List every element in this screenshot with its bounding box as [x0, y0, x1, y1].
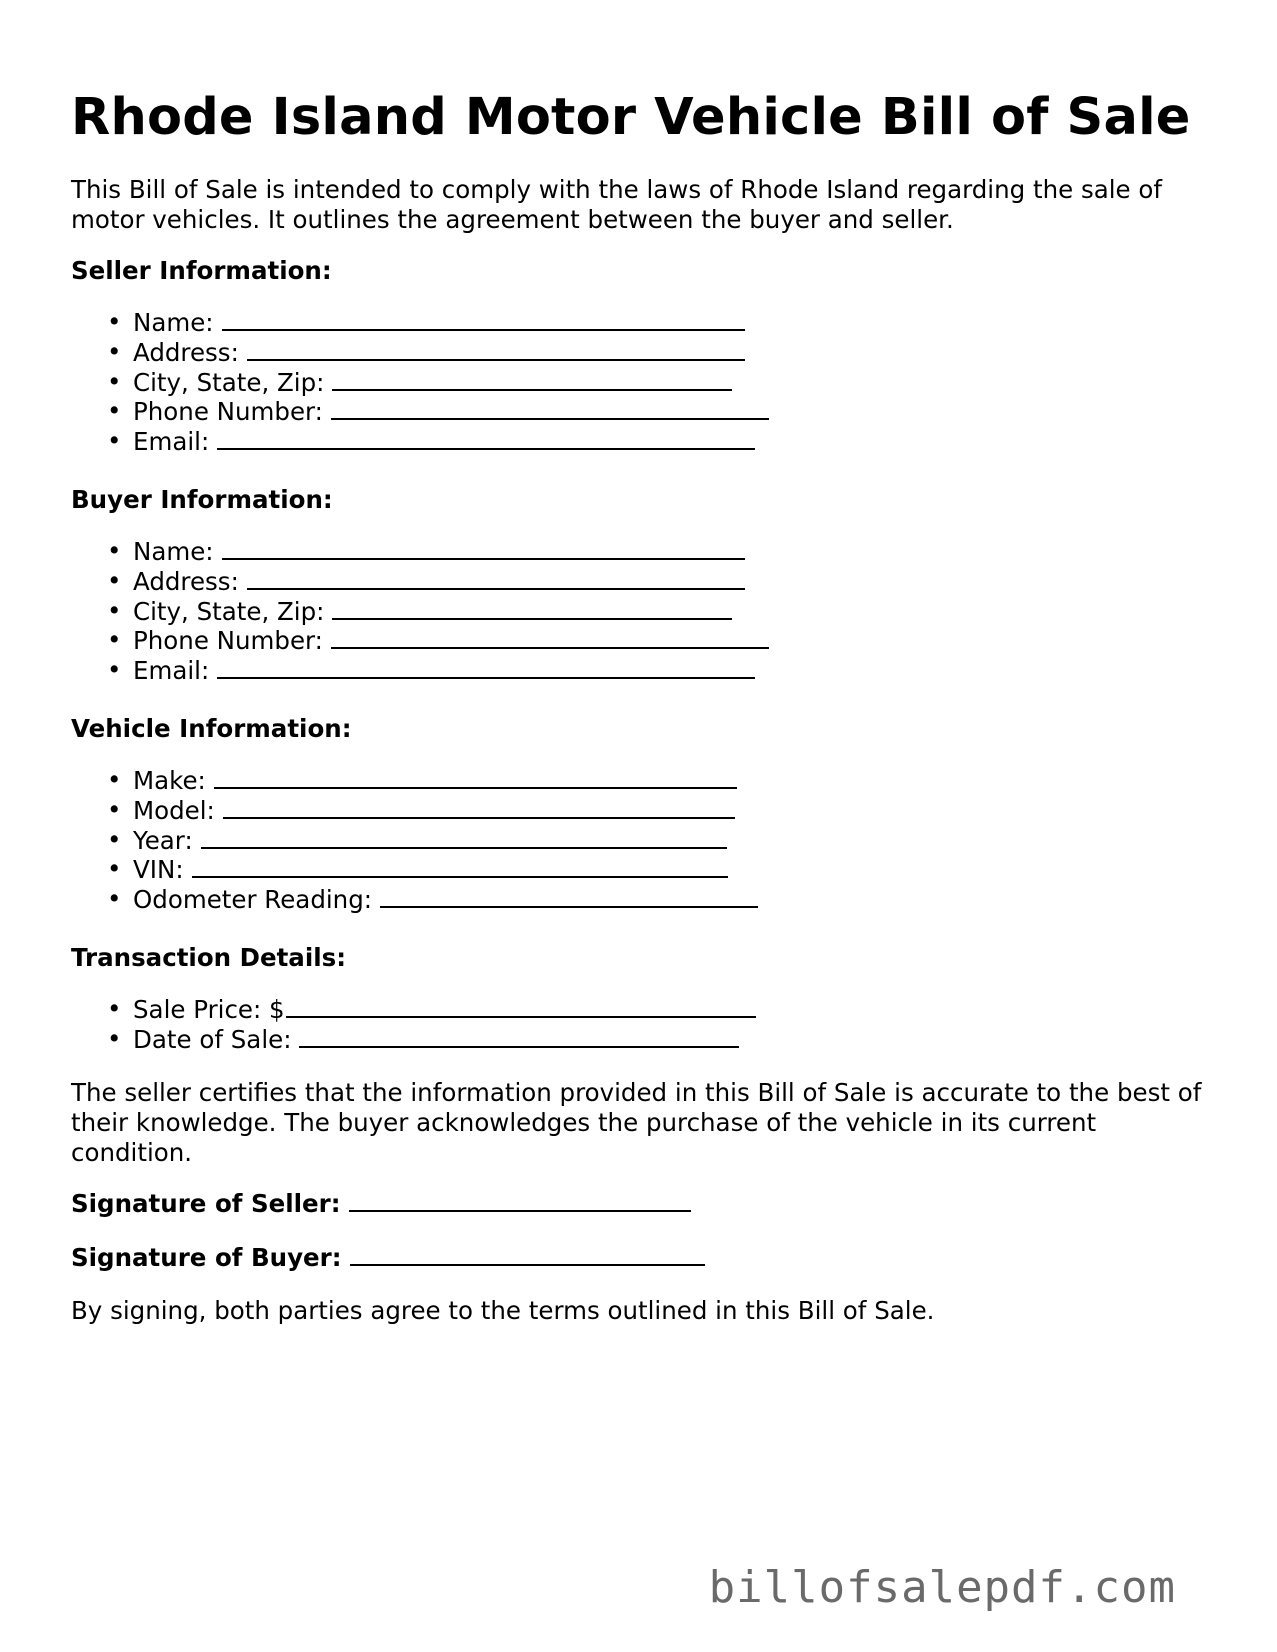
buyer-address-blank[interactable]: [247, 566, 745, 590]
vehicle-make-blank[interactable]: [214, 765, 737, 789]
vehicle-vin-blank[interactable]: [192, 854, 728, 878]
seller-address-blank[interactable]: [247, 337, 745, 361]
buyer-address-field: • Address:: [71, 566, 769, 596]
seller-email-blank[interactable]: [217, 426, 755, 450]
seller-email-field: • Email:: [71, 426, 769, 456]
seller-name-field: • Name:: [71, 307, 769, 337]
seller-city-state-zip-blank[interactable]: [332, 367, 732, 391]
buyer-city-state-zip-field: • City, State, Zip:: [71, 596, 769, 626]
buyer-phone-field: • Phone Number:: [71, 625, 769, 655]
closing-statement: By signing, both parties agree to the terms outlined in this Bill of Sale.: [71, 1296, 935, 1325]
seller-name-blank[interactable]: [222, 307, 745, 331]
sale-price-field: • Sale Price: $: [71, 994, 756, 1024]
vehicle-vin-field: • VIN:: [71, 854, 758, 884]
buyer-email-blank[interactable]: [217, 655, 755, 679]
buyer-fields: [71, 536, 769, 685]
seller-signature-blank[interactable]: [349, 1188, 691, 1212]
vehicle-odometer-field: • Odometer Reading:: [71, 884, 758, 914]
buyer-signature-line: Signature of Buyer:: [71, 1242, 705, 1273]
buyer-heading: Buyer Information:: [71, 485, 333, 514]
seller-address-field: • Address:: [71, 337, 769, 367]
vehicle-model-blank[interactable]: [223, 795, 735, 819]
buyer-name-blank[interactable]: [222, 536, 745, 560]
vehicle-make-field: • Make:: [71, 765, 758, 795]
seller-city-state-zip-field: • City, State, Zip:: [71, 367, 769, 397]
buyer-city-state-zip-blank[interactable]: [332, 596, 732, 620]
transaction-heading: Transaction Details:: [71, 943, 347, 972]
vehicle-year-blank[interactable]: [201, 825, 727, 849]
document-title: Rhode Island Motor Vehicle Bill of Sale: [71, 88, 1191, 147]
date-of-sale-field: • Date of Sale:: [71, 1024, 756, 1054]
buyer-signature-blank[interactable]: [350, 1242, 705, 1266]
seller-fields: [71, 307, 769, 456]
vehicle-odometer-blank[interactable]: [380, 884, 758, 908]
vehicle-model-field: • Model:: [71, 795, 758, 825]
certification-paragraph: The seller certifies that the information provided in this Bill of Sale is accurate to the best of their knowledge. The buyer acknowledges the purchase of the vehicle in its current condition.: [71, 1078, 1202, 1167]
intro-paragraph: This Bill of Sale is intended to comply with the laws of Rhode Island regarding the sale of motor vehicles. It outlines the agreement between the buyer and seller.: [71, 175, 1163, 234]
transaction-fields: [71, 994, 756, 1054]
sale-price-blank[interactable]: [286, 994, 756, 1018]
date-of-sale-blank[interactable]: [299, 1024, 739, 1048]
seller-phone-field: • Phone Number:: [71, 396, 769, 426]
watermark: billofsalepdf.com: [708, 1562, 1176, 1613]
seller-heading: Seller Information:: [71, 256, 332, 285]
buyer-phone-blank[interactable]: [331, 625, 769, 649]
seller-phone-blank[interactable]: [331, 396, 769, 420]
vehicle-heading: Vehicle Information:: [71, 714, 352, 743]
vehicle-year-field: • Year:: [71, 825, 758, 855]
vehicle-fields: [71, 765, 758, 914]
seller-signature-line: Signature of Seller:: [71, 1188, 691, 1219]
buyer-name-field: • Name:: [71, 536, 769, 566]
buyer-email-field: • Email:: [71, 655, 769, 685]
